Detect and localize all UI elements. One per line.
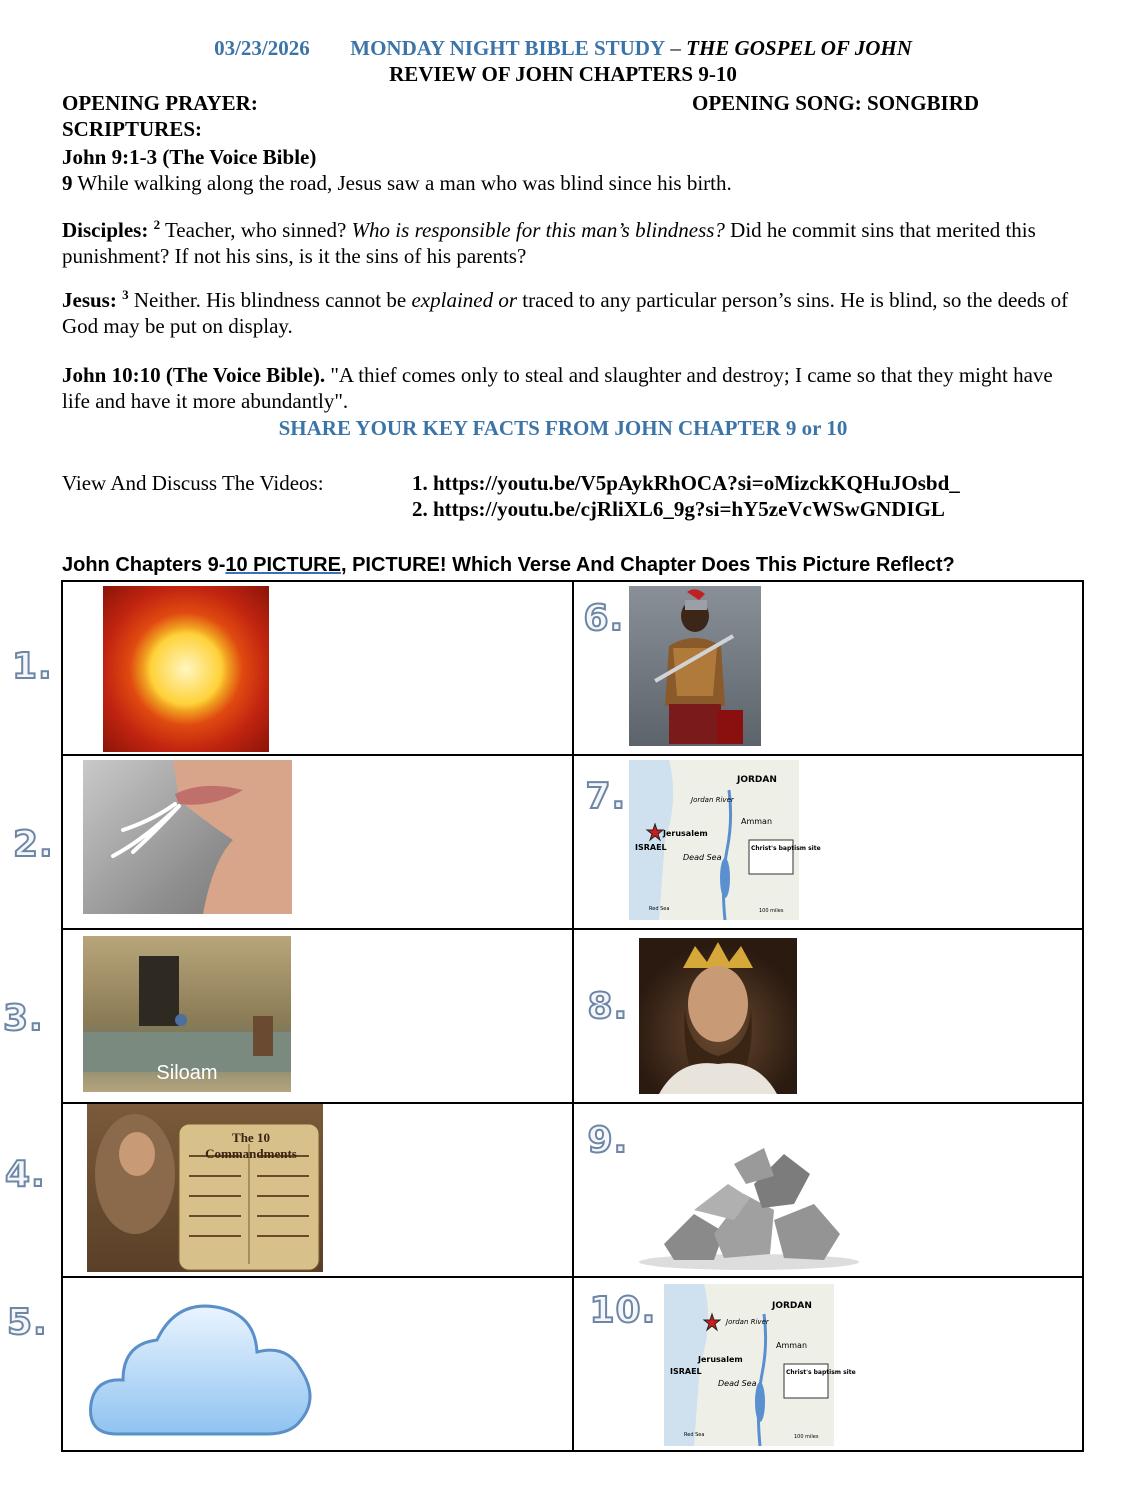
picture-number-7: 7. [585, 776, 627, 817]
map-icon-2 [664, 1284, 856, 1446]
svg-text:JORDAN: JORDAN [771, 1301, 812, 1311]
siloam-caption: Siloam [156, 1062, 218, 1084]
study-title: MONDAY NIGHT BIBLE STUDY [350, 36, 666, 60]
rock-pile-icon [634, 1124, 864, 1274]
cloud-image [87, 1294, 313, 1444]
gospel-title: THE GOSPEL OF JOHN [686, 36, 912, 60]
picture-number-9: 9. [587, 1120, 629, 1161]
grid-cell-4 [5, 1103, 573, 1277]
picture-number-8: 8. [587, 986, 629, 1027]
video-link-2[interactable]: 2. https://youtu.be/cjRliXL6_9g?si=hY5zeVcWSwGNDIGL [412, 497, 945, 521]
picture-grid [3, 580, 1084, 1452]
picture-number-2: 2. [13, 824, 54, 865]
jesus-king-image [639, 938, 797, 1094]
scriptures-label: SCRIPTURES: [62, 117, 203, 141]
passage1-ref: John 9:1-3 (The Voice Bible) [62, 145, 317, 169]
review-title: REVIEW OF JOHN CHAPTERS 9-10 [389, 62, 737, 86]
picture-heading: John Chapters 9-10 PICTURE, PICTURE! Which Verse And Chapter Does This Picture Reflect? [62, 554, 955, 576]
grid-cell-10 [573, 1277, 1084, 1451]
spitting-mouth-image [83, 760, 292, 914]
svg-text:ISRAEL: ISRAEL [669, 1367, 702, 1376]
grid-cell-6 [573, 581, 1084, 755]
svg-text:ISRAEL: ISRAEL [634, 843, 667, 852]
svg-text:Amman: Amman [775, 1341, 807, 1350]
stones-image [634, 1124, 864, 1274]
svg-text:Jerusalem: Jerusalem [662, 829, 708, 838]
svg-text:Amman: Amman [740, 817, 772, 826]
picture-number-10: 10. [589, 1290, 657, 1331]
pool-of-siloam-image [83, 936, 291, 1092]
svg-text:Jerusalem: Jerusalem [697, 1355, 743, 1364]
verse-2-disciples: Disciples: $^2$ Teacher, who sinned? Who is responsible for this man’s blindness? Did he commit sins that merited this punishment? If not his sins, is it the sins of his parents? [62, 217, 1036, 268]
svg-text:Dead Sea: Dead Sea [717, 1379, 757, 1388]
roman-soldier-icon [629, 586, 761, 746]
study-date: 03/23/2026 [214, 36, 310, 60]
mouth-spit-icon [83, 760, 292, 914]
picture-number-6: 6. [583, 598, 625, 639]
svg-text:Jordan River: Jordan River [725, 1318, 769, 1326]
videos-label: View And Discuss The Videos: [62, 471, 324, 495]
svg-text:100 miles: 100 miles [793, 1434, 818, 1440]
jordan-map-image-1 [629, 760, 821, 920]
grid-cell-8 [573, 929, 1084, 1103]
svg-text:Red Sea: Red Sea [648, 906, 669, 912]
opening-prayer: OPENING PRAYER: [62, 91, 258, 115]
map-icon [629, 760, 821, 920]
svg-text:Christ's baptism site: Christ's baptism site [750, 845, 821, 852]
grid-cell-3 [3, 929, 573, 1103]
video-link-1[interactable]: 1. https://youtu.be/V5pAykRhOCA?si=oMizckKQHuJOsbd_ [412, 471, 960, 495]
svg-text:Christ's baptism site: Christ's baptism site [785, 1369, 856, 1376]
verse-3-jesus: Jesus: $^3$ Neither. His blindness cannot be explained or traced to any particular person’s sins. He is blind, so the deeds of God may be put on display. [62, 287, 1069, 338]
grid-cell-5 [7, 1277, 573, 1451]
picture-number-5: 5. [7, 1302, 48, 1343]
grid-cell-2 [13, 755, 573, 929]
svg-text:Dead Sea: Dead Sea [682, 853, 722, 862]
picture-number-1: 1. [12, 646, 53, 687]
header-line-1 [0, 36, 1126, 61]
grid-cell-1 [62, 581, 573, 755]
header-dash: – [665, 36, 687, 60]
grid-cell-7 [573, 755, 1084, 929]
picture-number-4: 4. [5, 1154, 46, 1195]
commandments-title: The 10 Commandments [205, 1130, 297, 1161]
opening-song: OPENING SONG: SONGBIRD [692, 91, 980, 115]
ten-commandments-image [87, 1104, 323, 1272]
svg-text:JORDAN: JORDAN [736, 775, 777, 785]
svg-text:Jordan River: Jordan River [690, 796, 734, 804]
verse-9: 9 While walking along the road, Jesus saw a man who was blind since his birth. [62, 171, 732, 195]
jordan-map-image-2 [664, 1284, 856, 1446]
john-10-10: John 10:10 (The Voice Bible). "A thief comes only to steal and slaughter and destroy; I came so that they might have life and have it more abundantly". [62, 363, 1053, 413]
sun-image [103, 586, 269, 752]
cloud-icon [87, 1294, 313, 1444]
picture-number-3: 3. [3, 998, 44, 1039]
crowned-figure-icon [639, 938, 797, 1094]
svg-text:Red Sea: Red Sea [683, 1432, 704, 1438]
grid-cell-9 [573, 1103, 1084, 1277]
svg-text:100 miles: 100 miles [758, 908, 783, 914]
share-key-facts: SHARE YOUR KEY FACTS FROM JOHN CHAPTER 9 or 10 [278, 416, 848, 440]
roman-soldier-image [629, 586, 761, 746]
